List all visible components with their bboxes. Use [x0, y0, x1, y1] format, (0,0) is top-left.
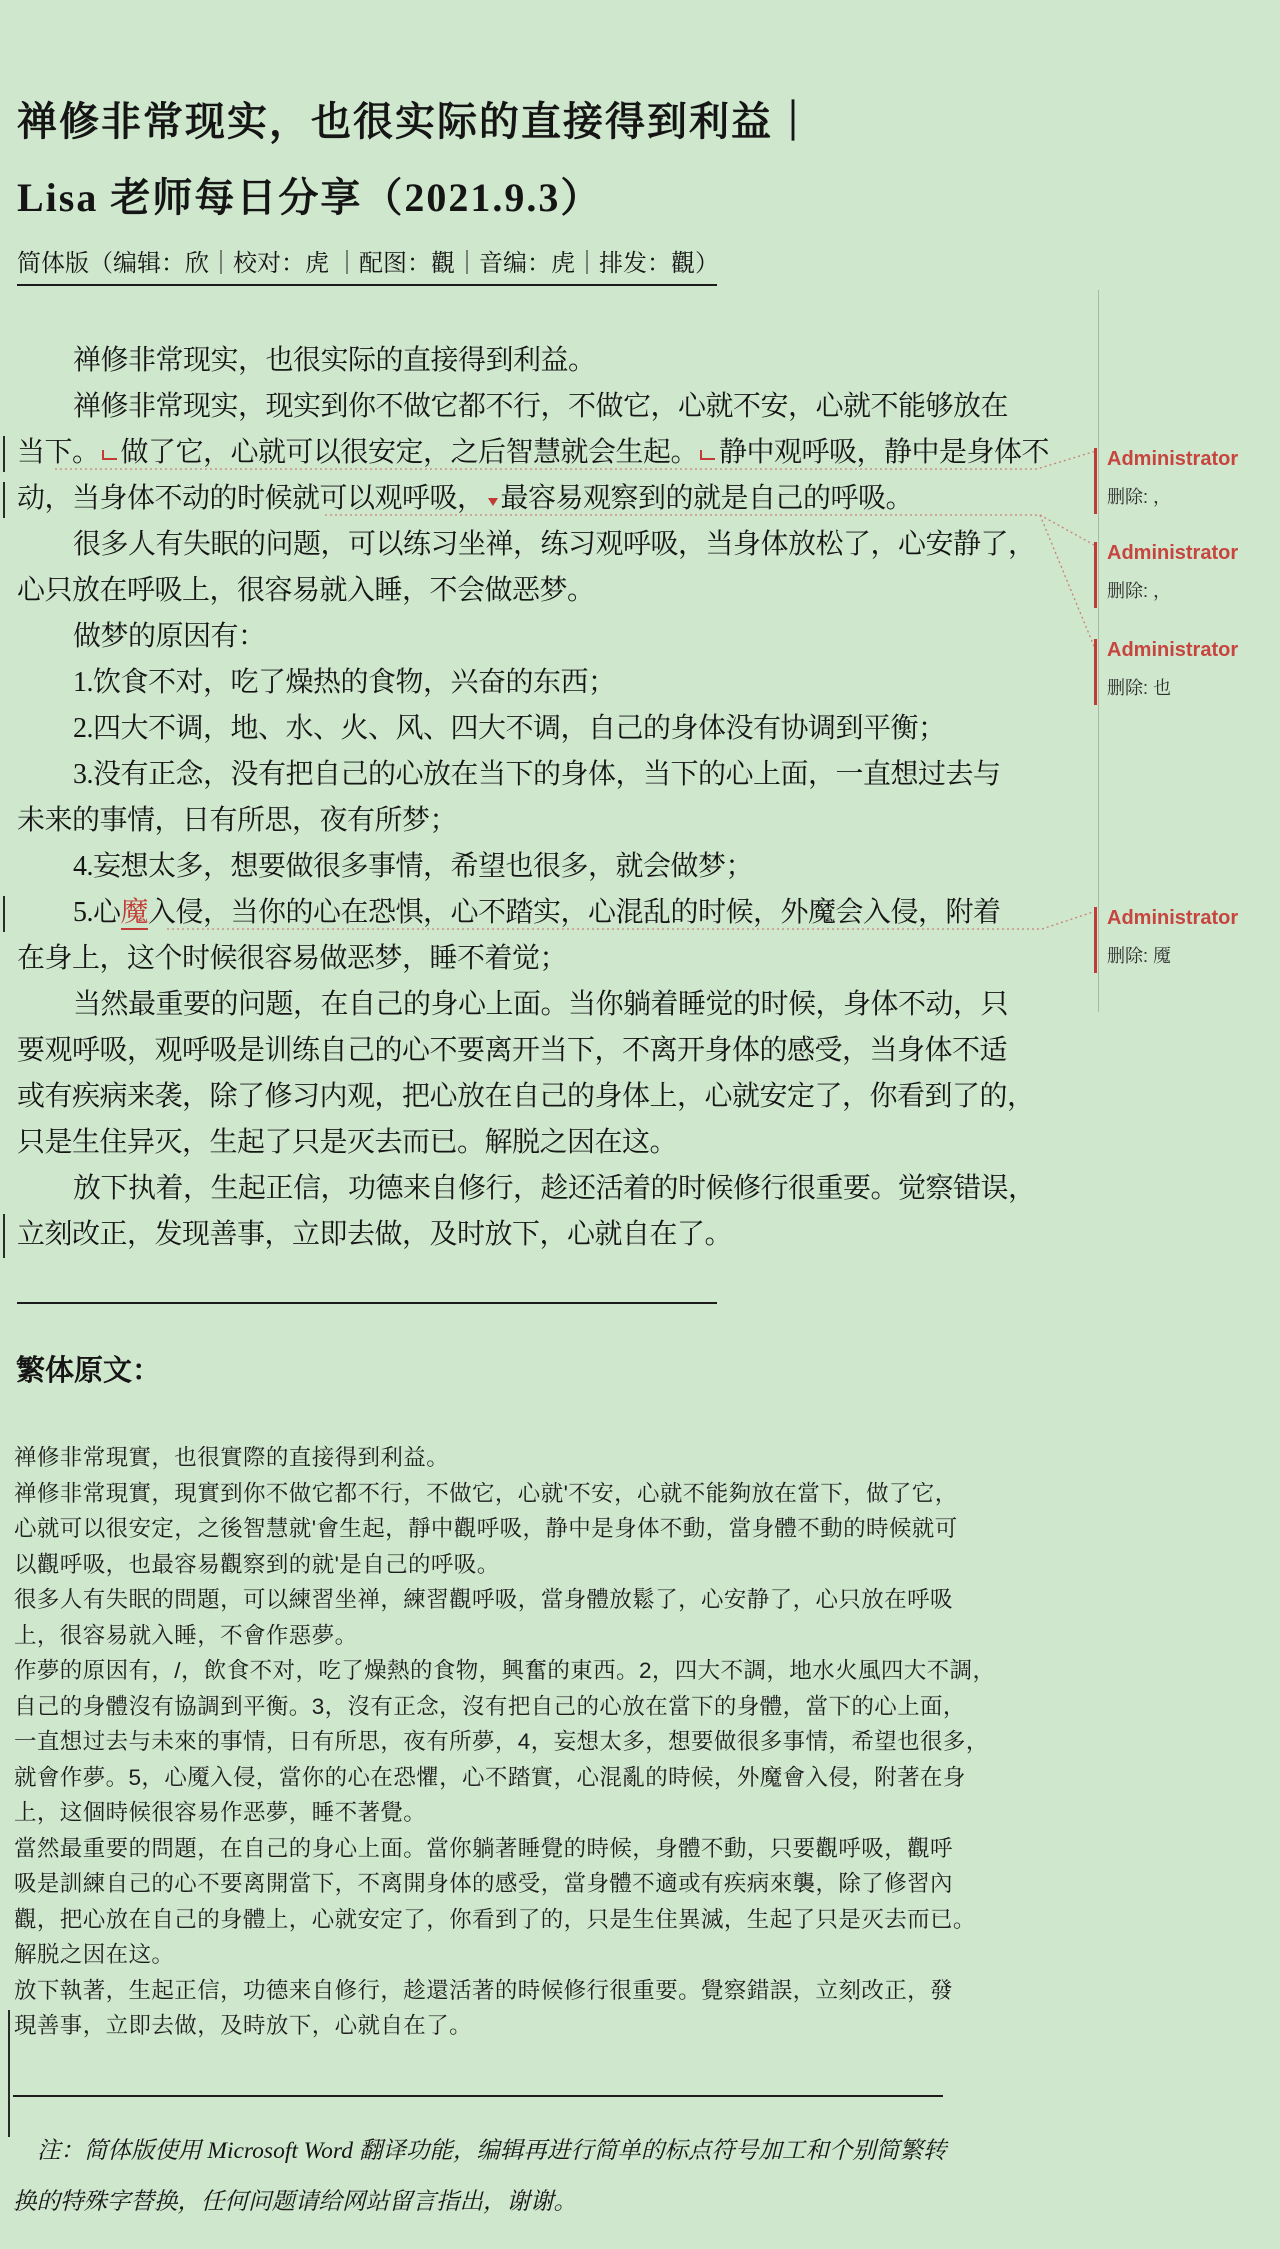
comment-author: Administrator	[1107, 448, 1239, 470]
text-line: 上，很容易就入睡，不會作惡夢。	[14, 1622, 358, 1648]
text-line	[17, 936, 1137, 982]
text-run: 很多人有失眠的问题，可以练习坐禅，练习观呼吸，当身体放松了，心安静了，	[73, 529, 1036, 560]
change-bar	[3, 482, 5, 518]
comment-body: 删除: 也	[1107, 678, 1172, 698]
deletion-anchor-icon	[102, 450, 117, 460]
text-line	[17, 890, 1137, 936]
comment-anchor-bar	[1094, 639, 1097, 705]
text-run: 心只放在呼吸上，很容易就入睡，不会做恶梦。	[17, 575, 595, 606]
text-run: 做了它，心就可以很安定，之后智慧就会生起。	[120, 437, 699, 468]
change-bar	[8, 2010, 10, 2137]
text-run: 当下。	[17, 437, 100, 468]
text-line	[17, 982, 1137, 1028]
change-bar	[3, 1214, 5, 1258]
text-line	[17, 798, 1137, 844]
text-line	[17, 844, 1137, 890]
text-line	[17, 568, 1137, 614]
page-title-line-2: Lisa 老师每日分享（2021.9.3）	[17, 175, 603, 220]
text-line: 吸是訓練自己的心不要离開當下，不离開身体的感受，當身體不適或有疾病來襲，除了修習內	[14, 1871, 953, 1896]
text-run: 禅修非常现实，也很实际的直接得到利益。	[73, 345, 596, 376]
text-line: 很多人有失眠的問題，可以練習坐禅，練習觀呼吸，當身體放鬆了，心安静了，心只放在呼吸	[14, 1587, 953, 1612]
text-line: 一直想过去与未來的事情，日有所思，夜有所夢，4，妄想太多，想要做很多事情，希望也很多，	[14, 1729, 989, 1754]
text-run: 放下执着，生起正信，功德来自修行，趁还活着的时候修行很重要。觉察错误，	[73, 1173, 1036, 1204]
simplified-body	[17, 338, 1137, 1258]
text-line	[17, 522, 1137, 568]
comment-balloon	[1107, 907, 1279, 968]
text-run: 4.妄想太多，想要做很多事情，希望也很多，就会做梦；	[73, 851, 754, 882]
comment-body: 删除: 魇	[1107, 946, 1172, 966]
text-line: 作夢的原因有，/，飲食不对，吃了燥熱的食物，興奮的東西。2，四大不調，地水火風四大不調，	[14, 1658, 996, 1683]
text-line	[17, 660, 1137, 706]
comment-balloon	[1107, 448, 1279, 509]
text-run: 静中观呼吸，静中是身体不	[719, 437, 1050, 468]
text-line	[17, 1212, 1137, 1258]
text-line	[17, 338, 1137, 384]
text-line: 禅修非常現實，也很實際的直接得到利益。	[14, 1445, 450, 1470]
text-run: 禅修非常现实，现实到你不做它都不行，不做它，心就不安，心就不能够放在	[73, 391, 1009, 422]
comment-anchor-bar	[1094, 542, 1097, 608]
inserted-text: 魔	[120, 897, 149, 928]
text-line: 現善事，立即去做，及時放下，心就自在了。	[14, 2013, 473, 2038]
text-line: 自己的身體沒有協調到平衡。3，沒有正念，沒有把自己的心放在當下的身體，當下的心上面，	[14, 1693, 966, 1719]
text-line	[17, 476, 1137, 522]
text-line	[17, 430, 1137, 476]
text-run: 入侵，当你的心在恐惧，心不踏实，心混乱的时候，外魔会入侵，附着	[148, 897, 1001, 928]
footer-note-line-1: 注：简体版使用 Microsoft Word 翻译功能，编辑再进行简单的标点符号加工和个别简繁转	[37, 2138, 947, 2164]
text-run: 3.没有正念，没有把自己的心放在当下的身体，当下的心上面，一直想过去与	[73, 759, 1001, 790]
comment-author: Administrator	[1107, 907, 1239, 929]
comment-balloon	[1107, 639, 1279, 700]
text-run: 1.饮食不对，吃了燥热的食物，兴奋的东西；	[73, 667, 616, 698]
comment-author: Administrator	[1107, 639, 1239, 661]
text-line: 就會作夢。5，心魇入侵，當你的心在恐懼，心不踏實，心混亂的時候，外魔會入侵，附著在身	[14, 1764, 966, 1790]
footer-note	[13, 2126, 1163, 2228]
text-run: 未来的事情，日有所思，夜有所梦；	[17, 805, 458, 836]
traditional-body	[14, 1440, 1214, 2044]
text-run: 当然最重要的问题，在自己的身心上面。当你躺着睡觉的时候，身体不动，只	[73, 989, 1009, 1020]
text-line: 觀，把心放在自己的身體上，心就安定了，你看到了的，只是生住異滅，生起了只是灭去而已。	[14, 1906, 976, 1932]
text-run: 只是生住异灭，生起了只是灭去而已。解脱之因在这。	[17, 1127, 678, 1158]
comment-author: Administrator	[1107, 542, 1239, 564]
text-run: 最容易观察到的就是自己的呼吸。	[500, 483, 914, 514]
change-bar	[3, 896, 5, 932]
comment-anchor-bar	[1094, 448, 1097, 514]
divider	[17, 284, 717, 286]
text-line: 禅修非常現實，現實到你不做它都不行，不做它，心就'不安，心就不能夠放在當下，做了它，	[14, 1480, 958, 1506]
text-line: 放下執著，生起正信，功德来自修行，趁還活著的時候修行很重要。覺察錯誤，立刻改正，發	[14, 1977, 953, 2003]
text-line	[17, 384, 1137, 430]
deletion-caret-icon	[488, 498, 498, 506]
text-line	[17, 706, 1137, 752]
text-line	[17, 614, 1137, 660]
deletion-anchor-icon	[700, 450, 715, 460]
comment-body: 删除: ，	[1107, 487, 1172, 507]
page-title	[17, 84, 1017, 236]
page-title-line-1: 禅修非常现实，也很实际的直接得到利益｜	[17, 99, 815, 144]
text-run: 5.心	[73, 897, 121, 928]
footer-note-line-2: 换的特殊字替换，任何问题请给网站留言指出，谢谢。	[13, 2189, 577, 2215]
text-line: 心就可以很安定，之後智慧就'會生起，靜中觀呼吸，静中是身体不動，當身體不動的時候就可	[14, 1516, 958, 1541]
text-run: 在身上，这个时候很容易做恶梦，睡不着觉；	[17, 943, 568, 974]
change-bar	[3, 436, 5, 472]
text-line	[17, 1028, 1137, 1074]
text-line: 解脱之因在这。	[14, 1942, 175, 1967]
divider	[17, 1302, 717, 1304]
markup-margin-separator	[1098, 290, 1099, 1012]
byline: 简体版（编辑：欣｜校对：虎 ｜配图：觀｜音编：虎｜排发：觀）	[17, 251, 719, 277]
text-line	[17, 1074, 1137, 1120]
text-run: 或有疾病来袭，除了修习内观，把心放在自己的身体上，心就安定了，你看到了的，	[17, 1081, 1035, 1112]
comment-anchor-bar	[1094, 907, 1097, 973]
text-line	[17, 1166, 1137, 1212]
text-line: 當然最重要的問題，在自己的身心上面。當你躺著睡覺的時候，身體不動，只要觀呼吸，觀呼	[14, 1835, 953, 1861]
text-line	[17, 752, 1137, 798]
text-line	[17, 1120, 1137, 1166]
comment-body: 删除: ，	[1107, 581, 1172, 601]
text-run: 做梦的原因有：	[73, 621, 266, 652]
text-run: 动，当身体不动的时候就可以观呼吸，	[17, 483, 485, 514]
text-line: 以觀呼吸，也最容易觀察到的就'是自己的呼吸。	[14, 1551, 500, 1577]
text-run: 要观呼吸，观呼吸是训练自己的心不要离开当下，不离开身体的感受，当身体不适	[17, 1035, 1008, 1066]
comment-balloon	[1107, 542, 1279, 603]
traditional-section-heading: 繁体原文：	[16, 1355, 162, 1387]
divider	[13, 2095, 943, 2097]
text-run: 立刻改正，发现善事，立即去做，及时放下，心就自在了。	[17, 1219, 733, 1250]
text-run: 2.四大不调，地、水、火、风、四大不调，自己的身体没有协调到平衡；	[73, 713, 946, 744]
text-line: 上，这個時候很容易作恶夢，睡不著覺。	[14, 1800, 427, 1825]
